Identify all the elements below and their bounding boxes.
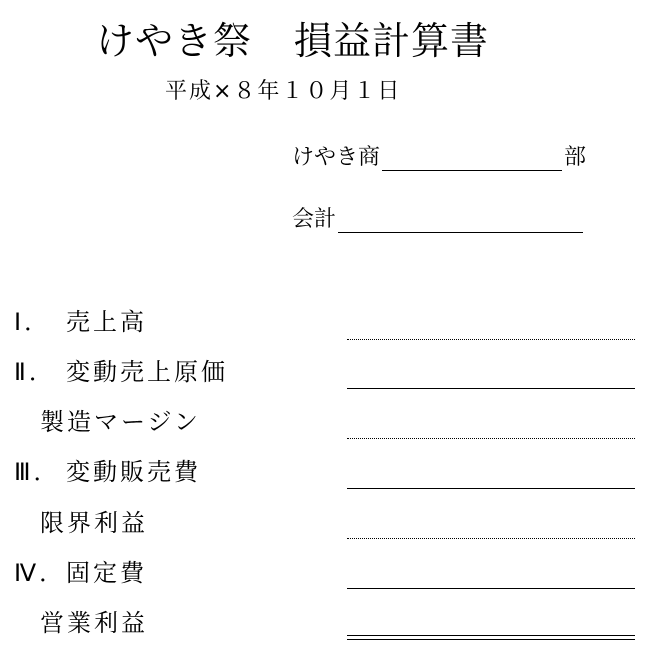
club-name-blank[interactable] (382, 146, 562, 171)
row-variable-cogs (14, 352, 228, 387)
row-sales (14, 302, 147, 337)
fixed-costs-amount-rule[interactable] (347, 588, 635, 589)
row-number: Ⅲ． (14, 458, 61, 486)
sales-amount-rule[interactable] (347, 339, 635, 340)
row-number: Ⅰ． (14, 308, 52, 336)
accountant-name-blank[interactable] (338, 208, 583, 233)
row-label: 変動販売費 (66, 458, 201, 486)
row-variable-selling-expenses (14, 452, 201, 487)
row-operating-profit (14, 603, 148, 638)
accountant-signature-line (292, 202, 585, 233)
row-label: 固定費 (66, 559, 147, 587)
row-marginal-profit (14, 503, 148, 538)
row-label: 変動売上原価 (66, 358, 228, 386)
operating-profit-amount-rule[interactable] (347, 635, 635, 640)
row-number: Ⅳ． (14, 559, 67, 587)
marginal-profit-amount-rule[interactable] (347, 538, 635, 539)
club-prefix: けやき商 (292, 145, 381, 170)
row-label: 限界利益 (40, 509, 148, 537)
row-number: Ⅱ． (14, 358, 56, 386)
variable-selling-expenses-amount-rule[interactable] (347, 488, 635, 489)
row-label: 売上高 (66, 308, 147, 336)
club-signature-line (292, 140, 586, 171)
title-statement: 損益計算書 (294, 19, 490, 63)
title-event: けやき祭 (96, 19, 253, 63)
document-title (96, 10, 489, 65)
document-date: 平成×８年１０月１日 (165, 79, 402, 104)
row-label: 製造マージン (40, 408, 201, 436)
manufacturing-margin-amount-rule[interactable] (347, 438, 635, 439)
row-fixed-costs (14, 553, 147, 588)
club-suffix: 部 (564, 145, 587, 170)
row-manufacturing-margin (14, 402, 201, 437)
variable-cogs-amount-rule[interactable] (347, 388, 635, 389)
accountant-label: 会計 (292, 207, 337, 232)
row-label: 営業利益 (40, 609, 148, 637)
